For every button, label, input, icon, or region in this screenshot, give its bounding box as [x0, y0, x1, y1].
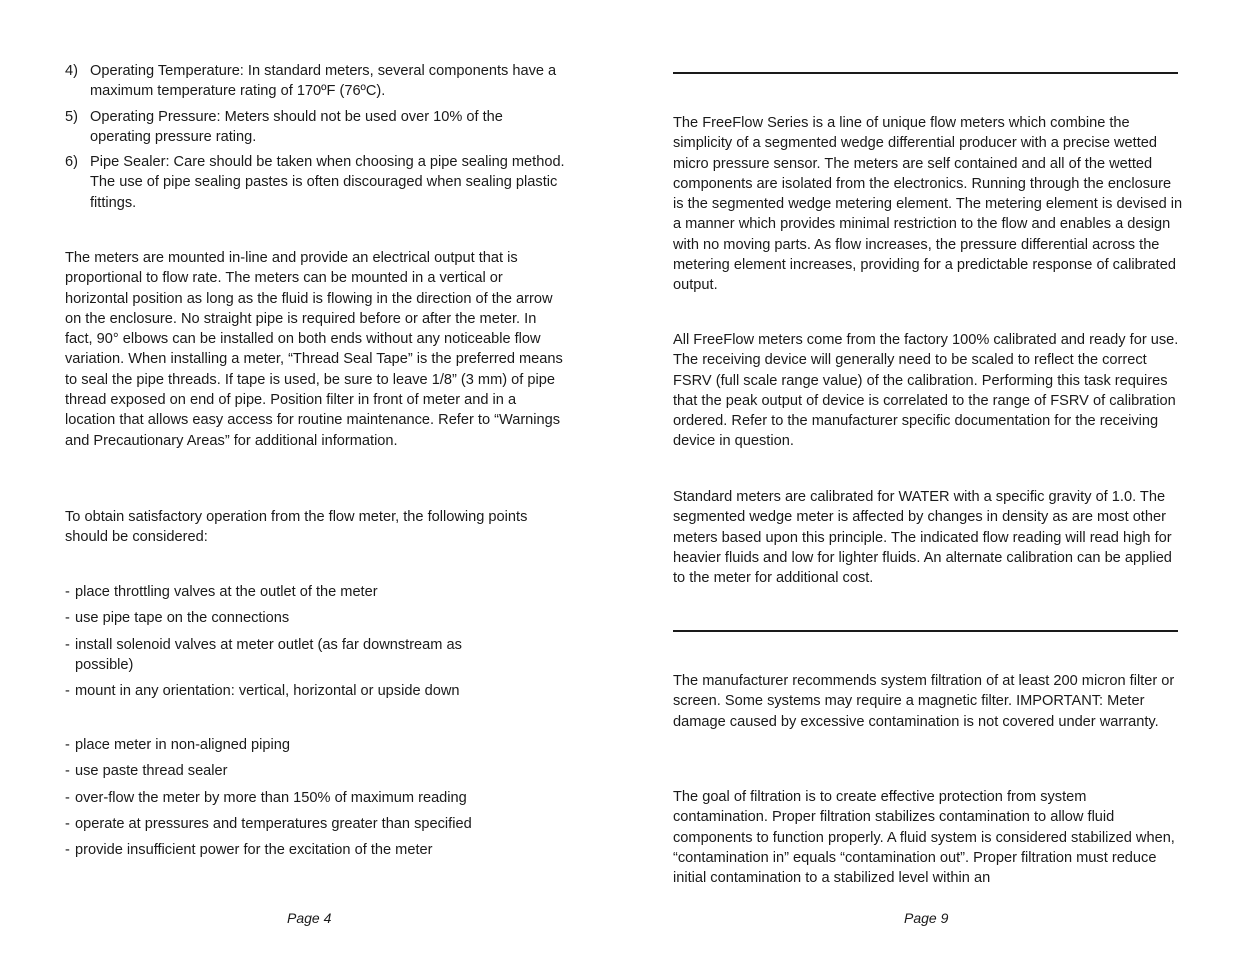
list-item: - provide insufficient power for the excitation of the meter	[65, 842, 433, 859]
goal-paragraph: The goal of filtration is to create effective protection from system contamination. Proper filtration stabilizes contamination to allow fluid components to function properly. A fluid system is considered stabilized when, “contamination in” equals “contamination out”. Proper filtration must reduce initial contamination to a stabilized level within an	[673, 789, 1175, 887]
install-paragraph: The meters are mounted in-line and provide an electrical output that is proportional to flow rate. The meters can be mounted in a vertical or horizontal position as long as the fluid is flowing in the direction of the arrow on the enclosure. No straight pipe is required before or after the meter. In fact, 90° elbows can be installed on both ends without any noticeable flow variation. When installing a meter, “Thread Seal Tape” is the preferred means to seal the pipe threads. If tape is used, be sure to leave 1/8” (3 mm) of pipe thread exposed on end of pipe. Position filter in front of meter and in a location that allows easy access for routine maintenance. Refer to “Warnings and Precautionary Areas” for additional information.	[65, 250, 563, 449]
considerations-paragraph: To obtain satisfactory operation from the flow meter, the following points should be considered:	[65, 509, 528, 546]
list-item: - use pipe tape on the connections	[65, 610, 290, 627]
calibration-paragraph: All FreeFlow meters come from the factory 100% calibrated and ready for use. The receiving device will generally need to be scaled to reflect the correct FSRV (full scale range value) of the calibration. Performing this task requires that the peak output of device is correlated to the range of FSRV of calibration ordered. Refer to the manufacturer specific documentation for the receiving device in question.	[673, 332, 1179, 450]
dont-list	[65, 735, 565, 860]
list-item: - place throttling valves at the outlet of the meter	[65, 584, 378, 600]
item-number: 6)	[65, 154, 78, 171]
list-item: - place meter in non-aligned piping	[65, 737, 290, 753]
list-item	[65, 152, 565, 213]
page-number-right: Page 9	[904, 910, 949, 926]
list-item: - operate at pressures and temperatures greater than specified	[65, 815, 472, 832]
item-text: Operating Temperature: In standard meters, several components have a maximum temperature rating of 170ºF (76ºC).	[90, 63, 557, 100]
page-number-left: Page 4	[287, 910, 332, 926]
list-item: - mount in any orientation: vertical, horizontal or upside down	[65, 683, 460, 700]
list-item: - install solenoid valves at meter outlet (as far downstream as possible)	[65, 636, 462, 673]
filtration-paragraph: The manufacturer recommends system filtration of at least 200 micron filter or screen. Some systems may require a magnetic filter. IMPORTANT: Meter damage caused by excessive contamination is not covered under warranty.	[673, 673, 1175, 730]
do-list	[65, 582, 565, 701]
section-divider	[673, 630, 1178, 632]
list-item: - use paste thread sealer	[65, 763, 228, 780]
item-number: 5)	[65, 108, 78, 125]
item-text: Pipe Sealer: Care should be taken when choosing a pipe sealing method. The use of pipe sealing pastes is often discouraged when sealing plastic fittings.	[90, 154, 565, 211]
description-paragraph: The FreeFlow Series is a line of unique flow meters which combine the simplicity of a segmented wedge differential producer with a precise wetted micro pressure sensor. The meters are self contained and all of the wetted components are isolated from the electronics. Running through the enclosure is the segmented wedge metering element. The metering element is devised in a manner which provides minimal restriction to the flow and enables a design with no moving parts. As flow increases, the pressure differential across the metering element increases, providing for a predictable response of calibrated output.	[673, 115, 1183, 294]
gravity-paragraph: Standard meters are calibrated for WATER with a specific gravity of 1.0. The segmented wedge meter is affected by changes in density as are most other meters based upon this principle. The indicated flow reading will read high for heavier fluids and low for lighter fluids. An alternate calibration can be applied to the meter for additional cost.	[673, 489, 1172, 587]
item-number: 4)	[65, 63, 78, 79]
item-text: Operating Pressure: Meters should not be used over 10% of the operating pressure rating.	[90, 108, 503, 145]
list-item	[65, 61, 565, 102]
section-divider	[673, 72, 1178, 74]
list-item	[65, 107, 565, 148]
numbered-list	[65, 61, 565, 213]
list-item: - over-flow the meter by more than 150% of maximum reading	[65, 789, 467, 806]
